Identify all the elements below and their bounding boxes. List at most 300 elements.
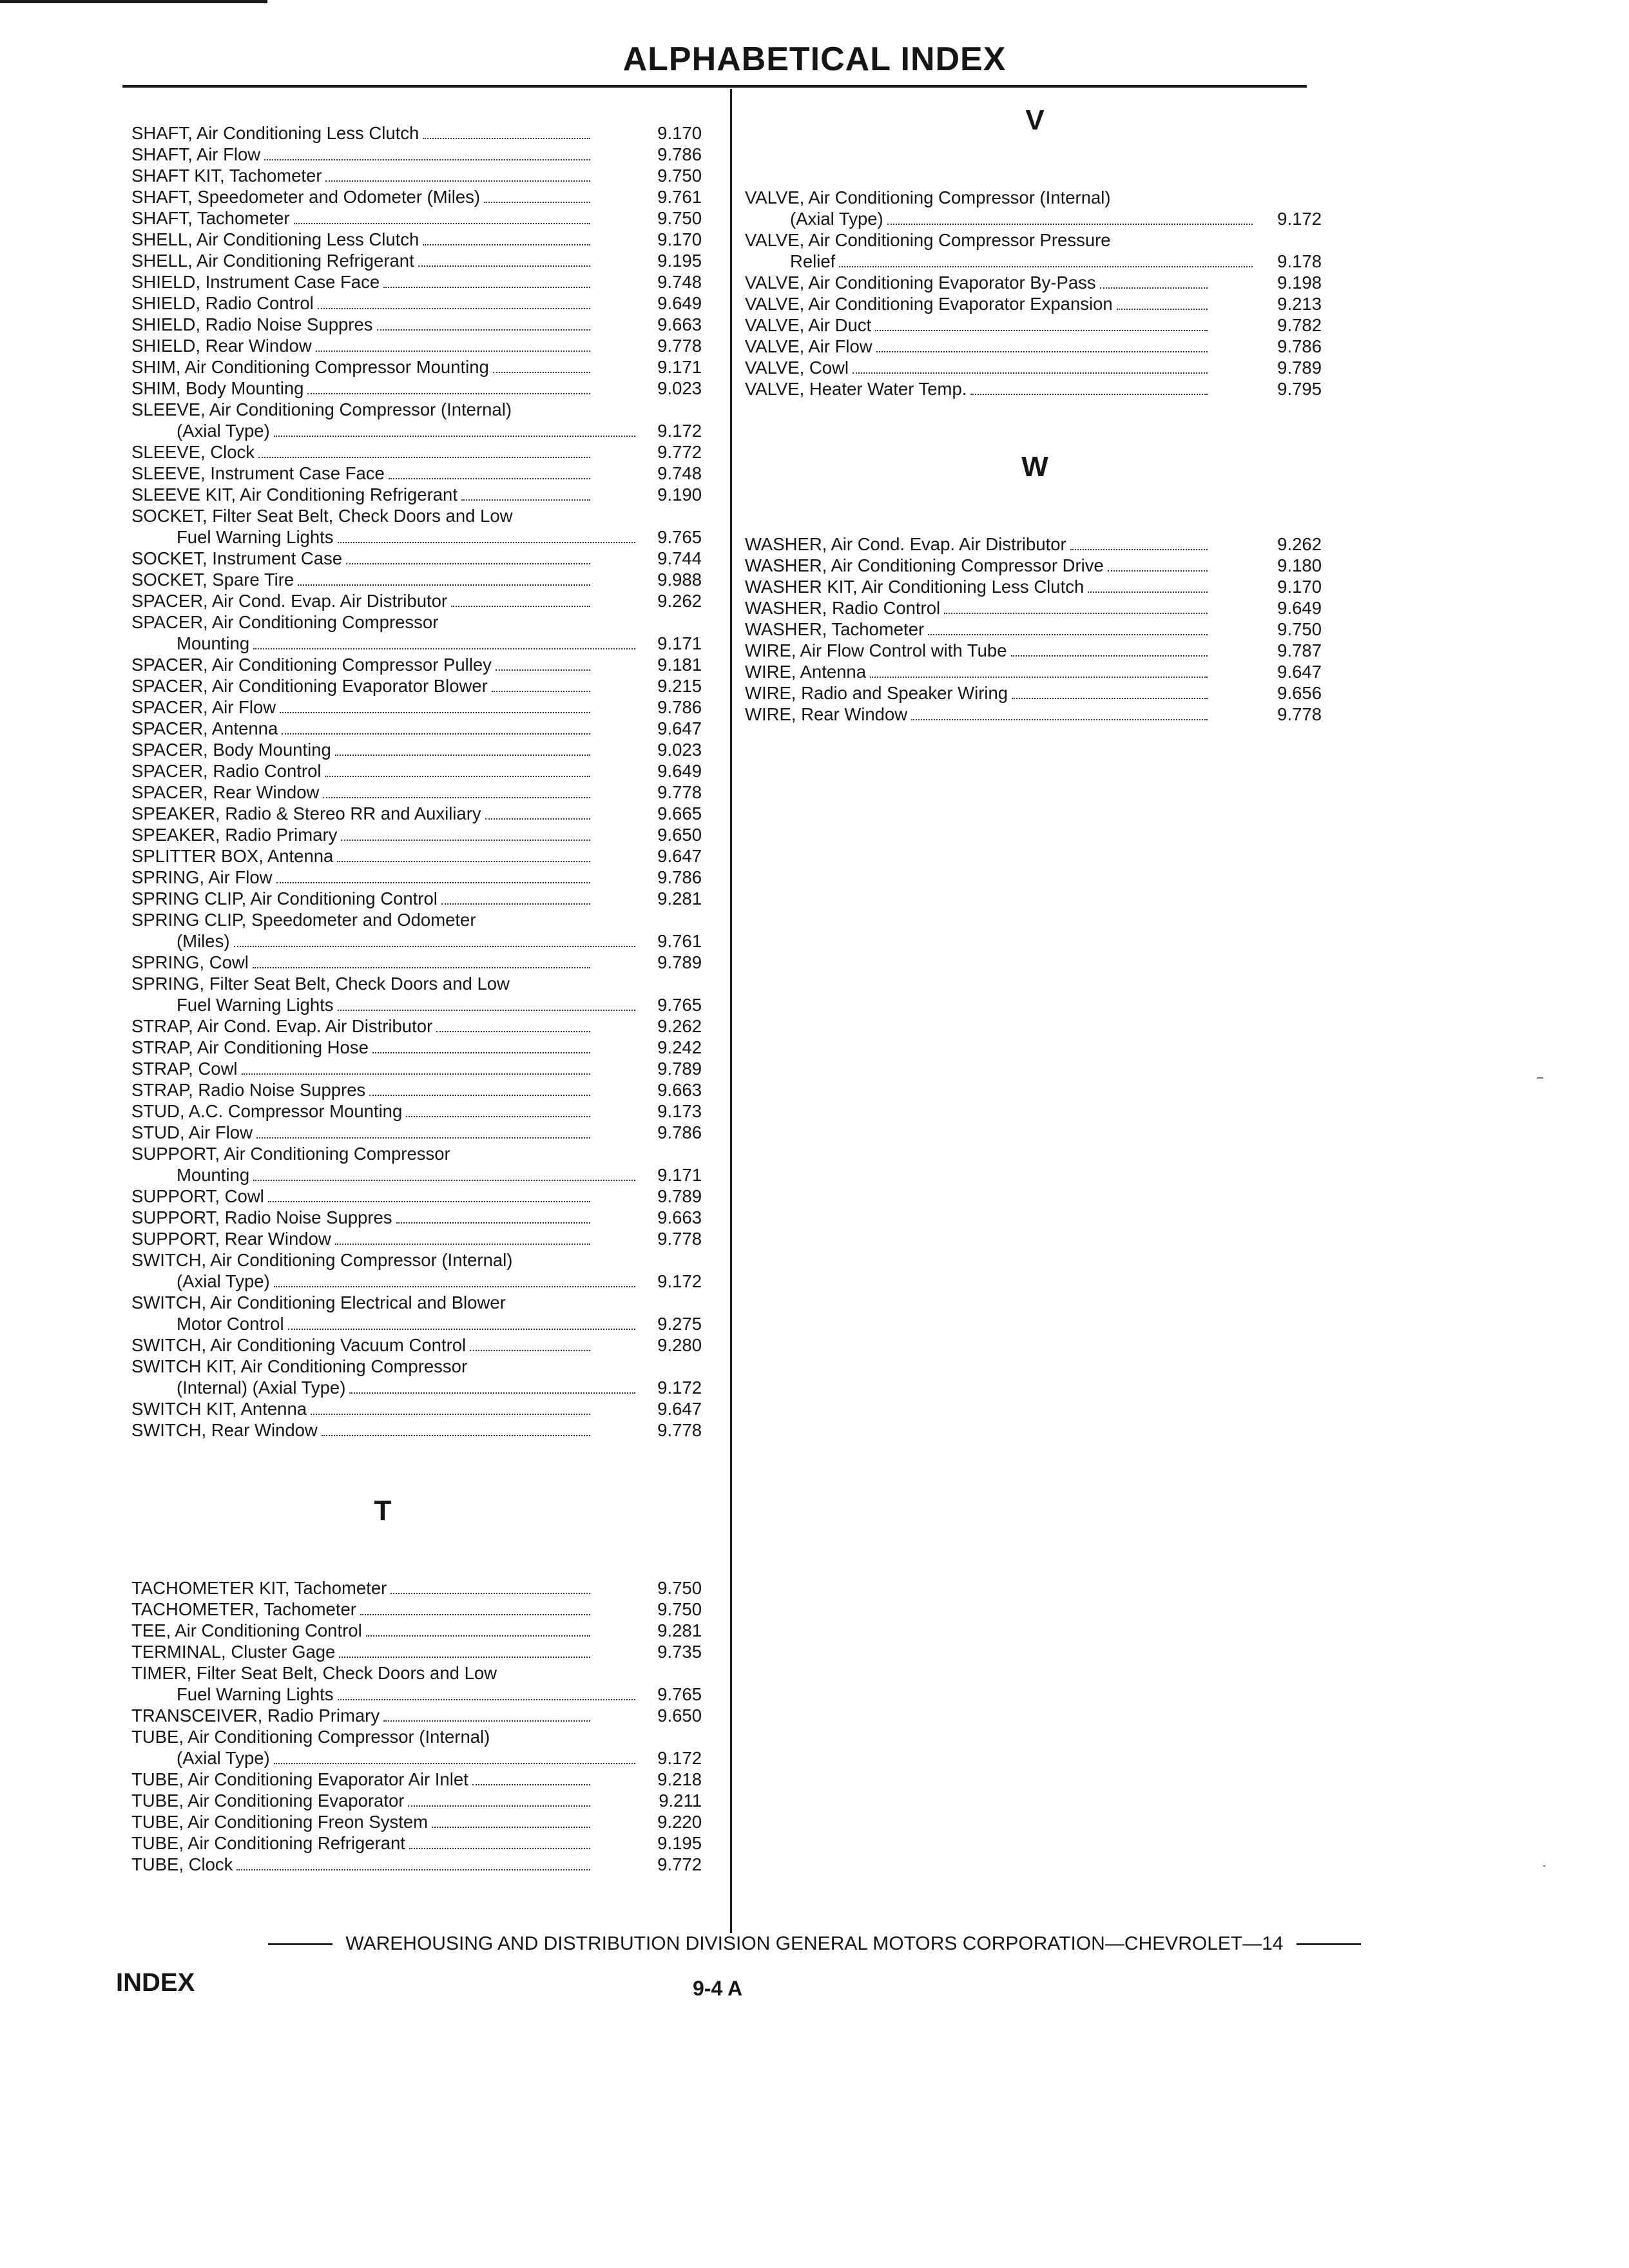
dot-leader — [470, 1350, 590, 1351]
dot-leader — [311, 1414, 590, 1415]
entry-page-ref: 9.647 — [1277, 662, 1322, 682]
dot-leader — [253, 967, 590, 968]
dot-leader — [337, 861, 590, 862]
entry-line-with-leader — [131, 1577, 590, 1599]
entry-line-with-leader — [131, 952, 590, 973]
entry-line-with-leader — [131, 824, 590, 845]
index-entry — [131, 888, 719, 909]
entry-page-ref: 9.778 — [1277, 704, 1322, 724]
index-entry — [131, 1100, 719, 1122]
entry-line — [745, 229, 1208, 251]
entry-page-ref: 9.211 — [659, 1791, 702, 1811]
entry-line-with-leader — [131, 1705, 590, 1726]
entry-text: WASHER, Tachometer — [745, 619, 927, 640]
index-entry — [131, 1832, 719, 1854]
index-entry — [131, 1620, 719, 1641]
dot-leader — [496, 669, 590, 671]
entry-text: SPRING, Filter Seat Belt, Check Doors and Low — [131, 974, 512, 994]
page-title: ALPHABETICAL INDEX — [622, 41, 1007, 78]
entry-text: TUBE, Air Conditioning Evaporator — [131, 1790, 407, 1811]
w-entries-list — [745, 533, 1331, 725]
entry-text: SHIM, Body Mounting — [131, 378, 306, 399]
entry-page-ref: 9.778 — [657, 336, 702, 356]
index-entry — [131, 1662, 719, 1705]
index-entry — [131, 378, 719, 399]
entry-page-ref: 9.656 — [1277, 683, 1322, 703]
entry-line-with-leader — [745, 704, 1208, 725]
entry-page-ref: 9.215 — [657, 676, 702, 696]
dot-leader — [970, 394, 1208, 395]
entry-text: VALVE, Air Conditioning Compressor Pressure — [745, 230, 1113, 250]
entry-page-ref: 9.750 — [1277, 619, 1322, 639]
dot-leader — [451, 606, 590, 607]
entry-page-ref: 9.795 — [1277, 379, 1322, 399]
index-entry — [131, 909, 719, 952]
index-entry — [131, 1334, 719, 1356]
entry-page-ref: 9.281 — [657, 889, 702, 908]
index-entry — [131, 760, 719, 782]
entry-text: SOCKET, Filter Seat Belt, Check Doors and Low — [131, 506, 516, 526]
entry-line-with-leader — [131, 271, 590, 293]
footer-dash-left — [268, 1943, 333, 1945]
entry-page-ref: 9.761 — [657, 187, 702, 207]
index-entry — [131, 1037, 719, 1058]
entry-page-ref: 9.748 — [657, 272, 702, 292]
entry-line-with-leader — [131, 441, 590, 463]
scan-speck — [1537, 1077, 1543, 1079]
index-entry — [131, 165, 719, 186]
index-entry — [131, 186, 719, 207]
dot-leader — [325, 180, 590, 182]
entry-line-with-leader — [745, 357, 1208, 378]
entry-text: WIRE, Air Flow Control with Tube — [745, 640, 1010, 661]
dot-leader — [870, 677, 1208, 678]
index-entry — [131, 1599, 719, 1620]
dot-leader — [377, 329, 591, 331]
entry-page-ref: 9.786 — [657, 1122, 702, 1142]
dot-leader — [1070, 549, 1208, 550]
entry-text: SPACER, Air Conditioning Compressor Pulley — [131, 654, 494, 675]
entry-page-ref: 9.173 — [657, 1101, 702, 1121]
entry-page-ref: 9.663 — [657, 1207, 702, 1227]
index-entry — [745, 682, 1331, 704]
entry-line-with-leader — [131, 1122, 590, 1143]
entry-page-ref: 9.220 — [657, 1812, 702, 1832]
entry-text: SWITCH, Rear Window — [131, 1419, 320, 1441]
dot-leader — [839, 266, 1253, 267]
index-entry — [131, 867, 719, 888]
index-entry — [131, 569, 719, 590]
entry-line-with-leader — [131, 1832, 590, 1854]
entry-page-ref: 9.649 — [657, 293, 702, 313]
entry-page-ref: 9.786 — [657, 697, 702, 717]
entry-page-ref: 9.190 — [657, 485, 702, 505]
entry-line-with-leader — [131, 760, 590, 782]
entry-line-with-leader — [745, 555, 1208, 576]
index-entry — [131, 824, 719, 845]
entry-page-ref: 9.789 — [657, 1059, 702, 1079]
dot-leader — [242, 1073, 590, 1075]
index-entry — [131, 718, 719, 739]
scan-speck — [1543, 1865, 1545, 1867]
entry-text: STRAP, Radio Noise Suppres — [131, 1079, 368, 1100]
entry-page-ref: 9.744 — [657, 548, 702, 568]
entry-text: Fuel Warning Lights — [177, 994, 336, 1015]
index-entry — [131, 1207, 719, 1228]
entry-page-ref: 9.242 — [657, 1037, 702, 1057]
entry-line-with-leader — [131, 1058, 590, 1079]
entry-text: SWITCH, Air Conditioning Electrical and Blower — [131, 1293, 508, 1312]
entry-text: SLEEVE KIT, Air Conditioning Refrigerant — [131, 484, 460, 505]
entry-line-with-leader — [131, 633, 635, 654]
dot-leader — [423, 138, 590, 139]
entry-line-with-leader — [745, 378, 1208, 399]
dot-leader — [268, 1201, 590, 1202]
entry-text: STRAP, Air Cond. Evap. Air Distributor — [131, 1015, 435, 1037]
index-entry — [131, 229, 719, 250]
index-entry — [131, 335, 719, 356]
entry-page-ref: 9.171 — [657, 1165, 702, 1185]
entry-text: WASHER KIT, Air Conditioning Less Clutch — [745, 576, 1086, 597]
entry-line-with-leader — [745, 533, 1208, 555]
section-heading-v: V — [1025, 104, 1045, 136]
entry-text: SPACER, Antenna — [131, 718, 280, 739]
entry-page-ref: 9.786 — [657, 867, 702, 887]
entry-page-ref: 9.647 — [657, 718, 702, 738]
dot-leader — [408, 1805, 590, 1807]
entry-page-ref: 9.750 — [657, 208, 702, 228]
entry-text: SUPPORT, Rear Window — [131, 1228, 334, 1249]
entry-page-ref: 9.171 — [657, 357, 702, 377]
index-entry — [131, 271, 719, 293]
index-entry — [131, 1249, 719, 1292]
index-entry — [131, 1186, 719, 1207]
entry-page-ref: 9.750 — [657, 166, 702, 186]
entry-page-ref: 9.023 — [657, 740, 702, 760]
dot-leader — [875, 330, 1208, 331]
entry-line-with-leader — [131, 186, 590, 207]
entry-line-with-leader — [131, 569, 590, 590]
entry-text: TUBE, Air Conditioning Compressor (Internal) — [131, 1727, 492, 1747]
entry-text: SUPPORT, Air Conditioning Compressor — [131, 1144, 453, 1164]
entry-page-ref: 9.171 — [657, 633, 702, 653]
index-entry — [745, 576, 1331, 597]
entry-text: TERMINAL, Cluster Gage — [131, 1641, 338, 1662]
entry-text: SPACER, Air Cond. Evap. Air Distributor — [131, 590, 450, 611]
entry-text: SUPPORT, Radio Noise Suppres — [131, 1207, 395, 1228]
entry-text: Mounting — [177, 1164, 252, 1186]
dot-leader — [944, 613, 1208, 614]
entry-line-with-leader — [131, 1377, 635, 1398]
entry-text: VALVE, Cowl — [745, 357, 851, 378]
entry-text: SHAFT, Air Conditioning Less Clutch — [131, 122, 421, 144]
t-entries-list — [131, 1577, 719, 1875]
entry-line-with-leader — [131, 739, 590, 760]
index-entry — [131, 548, 719, 569]
dot-leader — [325, 776, 590, 777]
entry-page-ref: 9.023 — [657, 378, 702, 398]
entry-text: TEE, Air Conditioning Control — [131, 1620, 365, 1641]
dot-leader — [335, 754, 590, 756]
entry-line-with-leader — [745, 293, 1208, 314]
index-entry — [131, 441, 719, 463]
entry-line-with-leader — [131, 1620, 590, 1641]
entry-text: Motor Control — [177, 1313, 287, 1334]
entry-page-ref: 9.789 — [657, 1186, 702, 1206]
title-rule — [122, 85, 1307, 88]
entry-line-with-leader — [745, 619, 1208, 640]
index-entry — [745, 533, 1331, 555]
entry-page-ref: 9.172 — [1277, 209, 1322, 229]
index-entry — [131, 973, 719, 1015]
footer-dash-right — [1296, 1943, 1361, 1945]
entry-page-ref: 9.750 — [657, 1578, 702, 1598]
entry-page-ref: 9.170 — [657, 229, 702, 249]
entry-page-ref: 9.280 — [657, 1335, 702, 1355]
entry-page-ref: 9.789 — [657, 952, 702, 972]
section-heading-t: T — [374, 1495, 392, 1526]
footer-index-label: INDEX — [116, 1968, 195, 1997]
entry-text: SPACER, Air Flow — [131, 697, 278, 718]
entry-page-ref: 9.789 — [1277, 358, 1322, 378]
index-entry — [131, 356, 719, 378]
entry-text: (Axial Type) — [177, 420, 273, 441]
dot-leader — [493, 372, 590, 373]
entry-page-ref: 9.765 — [657, 527, 702, 547]
entry-line — [131, 1356, 590, 1377]
dot-leader — [274, 1763, 635, 1764]
index-entry — [131, 207, 719, 229]
index-entry — [131, 845, 719, 867]
dot-leader — [307, 393, 590, 394]
index-entry — [131, 803, 719, 824]
entry-line-with-leader — [131, 654, 590, 675]
entry-line — [131, 1662, 590, 1684]
entry-line-with-leader — [131, 1419, 590, 1441]
entry-page-ref: 9.172 — [657, 1378, 702, 1398]
entry-page-ref: 9.172 — [657, 1271, 702, 1291]
index-entry — [745, 378, 1331, 399]
dot-leader — [236, 1869, 590, 1870]
entry-line-with-leader — [131, 1313, 635, 1334]
entry-text: VALVE, Air Conditioning Evaporator By-Pass — [745, 272, 1099, 293]
entry-text: WIRE, Radio and Speaker Wiring — [745, 682, 1010, 704]
dot-leader — [338, 542, 635, 543]
dot-leader — [1088, 591, 1208, 593]
entry-text: VALVE, Heater Water Temp. — [745, 378, 969, 399]
entry-line-with-leader — [131, 994, 635, 1015]
index-entry — [131, 463, 719, 484]
entry-line — [131, 1292, 590, 1313]
index-entry — [131, 1705, 719, 1726]
entry-text: SHIM, Air Conditioning Compressor Mounting — [131, 356, 492, 378]
entry-text: SPEAKER, Radio & Stereo RR and Auxiliary — [131, 803, 484, 824]
entry-page-ref: 9.213 — [1277, 294, 1322, 314]
dot-leader — [318, 308, 590, 309]
entry-page-ref: 9.748 — [657, 463, 702, 483]
entry-line-with-leader — [131, 590, 590, 611]
entry-line-with-leader — [745, 640, 1208, 661]
entry-text: SWITCH KIT, Air Conditioning Compressor — [131, 1356, 470, 1376]
entry-page-ref: 9.262 — [1277, 534, 1322, 554]
entry-text: SHAFT, Tachometer — [131, 207, 293, 229]
entry-text: SHELL, Air Conditioning Refrigerant — [131, 250, 417, 271]
dot-leader — [1117, 309, 1208, 310]
entry-line-with-leader — [131, 1641, 590, 1662]
entry-line-with-leader — [131, 207, 590, 229]
index-entry — [131, 1058, 719, 1079]
entry-text: STUD, Air Flow — [131, 1122, 255, 1143]
entry-line-with-leader — [131, 1079, 590, 1100]
index-entry — [745, 187, 1331, 229]
entry-line-with-leader — [131, 314, 590, 335]
entry-text: WASHER, Air Cond. Evap. Air Distributor — [745, 533, 1069, 555]
entry-text: WIRE, Rear Window — [745, 704, 910, 725]
entry-text: SPRING CLIP, Air Conditioning Control — [131, 888, 440, 909]
entry-text: WASHER, Radio Control — [745, 597, 943, 619]
index-entry — [745, 661, 1331, 682]
index-entry — [131, 293, 719, 314]
dot-leader — [492, 691, 590, 692]
dot-leader — [418, 265, 590, 267]
dot-leader — [436, 1031, 590, 1032]
entry-line-with-leader — [131, 378, 590, 399]
entry-line-with-leader — [131, 250, 590, 271]
index-entry — [131, 675, 719, 697]
entry-text: WIRE, Antenna — [745, 661, 869, 682]
dot-leader — [288, 1329, 635, 1330]
index-entry — [131, 782, 719, 803]
dot-leader — [406, 1116, 590, 1117]
entry-page-ref: 9.778 — [657, 1229, 702, 1249]
entry-line-with-leader — [131, 930, 635, 952]
entry-line-with-leader — [131, 1334, 590, 1356]
entry-text: Fuel Warning Lights — [177, 526, 336, 548]
top-corner-rule — [0, 0, 267, 3]
entry-line-with-leader — [131, 1164, 635, 1186]
dot-leader — [389, 478, 590, 479]
index-entry — [131, 1769, 719, 1790]
entry-page-ref: 9.181 — [657, 655, 702, 675]
dot-leader — [472, 1784, 590, 1785]
entry-page-ref: 9.765 — [657, 1684, 702, 1704]
entry-line — [131, 611, 590, 633]
entry-line-with-leader — [745, 208, 1253, 229]
index-entry — [131, 1292, 719, 1334]
entry-line — [131, 505, 590, 526]
entry-text: SWITCH, Air Conditioning Compressor (Internal) — [131, 1250, 515, 1270]
index-entry — [745, 229, 1331, 272]
entry-page-ref: 9.262 — [657, 1016, 702, 1036]
dot-leader — [383, 1720, 590, 1722]
entry-line-with-leader — [131, 803, 590, 824]
dot-leader — [396, 1222, 590, 1224]
entry-line-with-leader — [131, 867, 590, 888]
entry-page-ref: 9.180 — [1277, 555, 1322, 575]
entry-line-with-leader — [131, 165, 590, 186]
entry-text: TUBE, Clock — [131, 1854, 235, 1875]
index-entry — [131, 250, 719, 271]
dot-leader — [372, 1052, 590, 1053]
entry-line-with-leader — [131, 1599, 590, 1620]
entry-page-ref: 9.650 — [657, 825, 702, 845]
right-column — [745, 104, 1331, 725]
dot-leader — [264, 159, 590, 160]
entry-line-with-leader — [131, 1747, 635, 1769]
entry-page-ref: 9.650 — [657, 1706, 702, 1725]
entry-text: TUBE, Air Conditioning Evaporator Air Inlet — [131, 1769, 471, 1790]
entry-page-ref: 9.663 — [657, 1080, 702, 1100]
entry-line-with-leader — [131, 1037, 590, 1058]
entry-line-with-leader — [131, 463, 590, 484]
entry-line-with-leader — [131, 122, 590, 144]
entry-text: STRAP, Air Conditioning Hose — [131, 1037, 371, 1058]
entry-text: SPACER, Body Mounting — [131, 739, 334, 760]
entry-line-with-leader — [745, 314, 1208, 336]
index-entry — [131, 697, 719, 718]
entry-line-with-leader — [745, 576, 1208, 597]
entry-text: SLEEVE, Instrument Case Face — [131, 463, 387, 484]
entry-text: TUBE, Air Conditioning Refrigerant — [131, 1832, 408, 1854]
entry-line-with-leader — [745, 597, 1208, 619]
dot-leader — [441, 903, 590, 905]
entry-line-with-leader — [131, 1398, 590, 1419]
entry-text: SPLITTER BOX, Antenna — [131, 845, 336, 867]
index-entry — [131, 1079, 719, 1100]
entry-text: TACHOMETER KIT, Tachometer — [131, 1577, 389, 1599]
entry-text: SPACER, Air Conditioning Compressor — [131, 612, 441, 632]
dot-leader — [1012, 698, 1208, 699]
index-entry — [131, 484, 719, 505]
dot-leader — [390, 1593, 590, 1594]
index-entry — [131, 399, 719, 441]
entry-page-ref: 9.786 — [1277, 336, 1322, 356]
dot-leader — [887, 224, 1253, 225]
entry-text: (Miles) — [177, 930, 233, 952]
entry-text: (Axial Type) — [177, 1747, 273, 1769]
index-entry — [131, 1419, 719, 1441]
entry-text: SHIELD, Rear Window — [131, 335, 314, 356]
entry-text: TIMER, Filter Seat Belt, Check Doors and Low — [131, 1663, 499, 1683]
entry-line — [131, 1726, 590, 1747]
entry-line-with-leader — [131, 1271, 635, 1292]
entry-line-with-leader — [745, 272, 1208, 293]
entry-line-with-leader — [131, 548, 590, 569]
footer-credit — [0, 1933, 1629, 1955]
index-entry — [131, 1726, 719, 1769]
index-entry — [131, 590, 719, 611]
entry-text: SPACER, Rear Window — [131, 782, 322, 803]
entry-page-ref: 9.988 — [657, 570, 702, 590]
entry-text: TUBE, Air Conditioning Freon System — [131, 1811, 430, 1832]
entry-text: VALVE, Air Duct — [745, 314, 874, 336]
dot-leader — [316, 351, 590, 352]
entry-text: (Axial Type) — [177, 1271, 273, 1292]
index-entry — [745, 597, 1331, 619]
entry-text: SLEEVE, Air Conditioning Compressor (Internal) — [131, 399, 514, 419]
dot-leader — [274, 1286, 635, 1287]
dot-leader — [256, 1137, 590, 1139]
dot-leader — [298, 584, 590, 586]
dot-leader — [1011, 655, 1208, 657]
index-entry — [131, 739, 719, 760]
index-entry — [745, 640, 1331, 661]
entry-text: Relief — [790, 251, 838, 272]
index-entry — [131, 1015, 719, 1037]
entry-page-ref: 9.663 — [657, 314, 702, 334]
index-entry — [131, 144, 719, 165]
entry-line-with-leader — [745, 661, 1208, 682]
